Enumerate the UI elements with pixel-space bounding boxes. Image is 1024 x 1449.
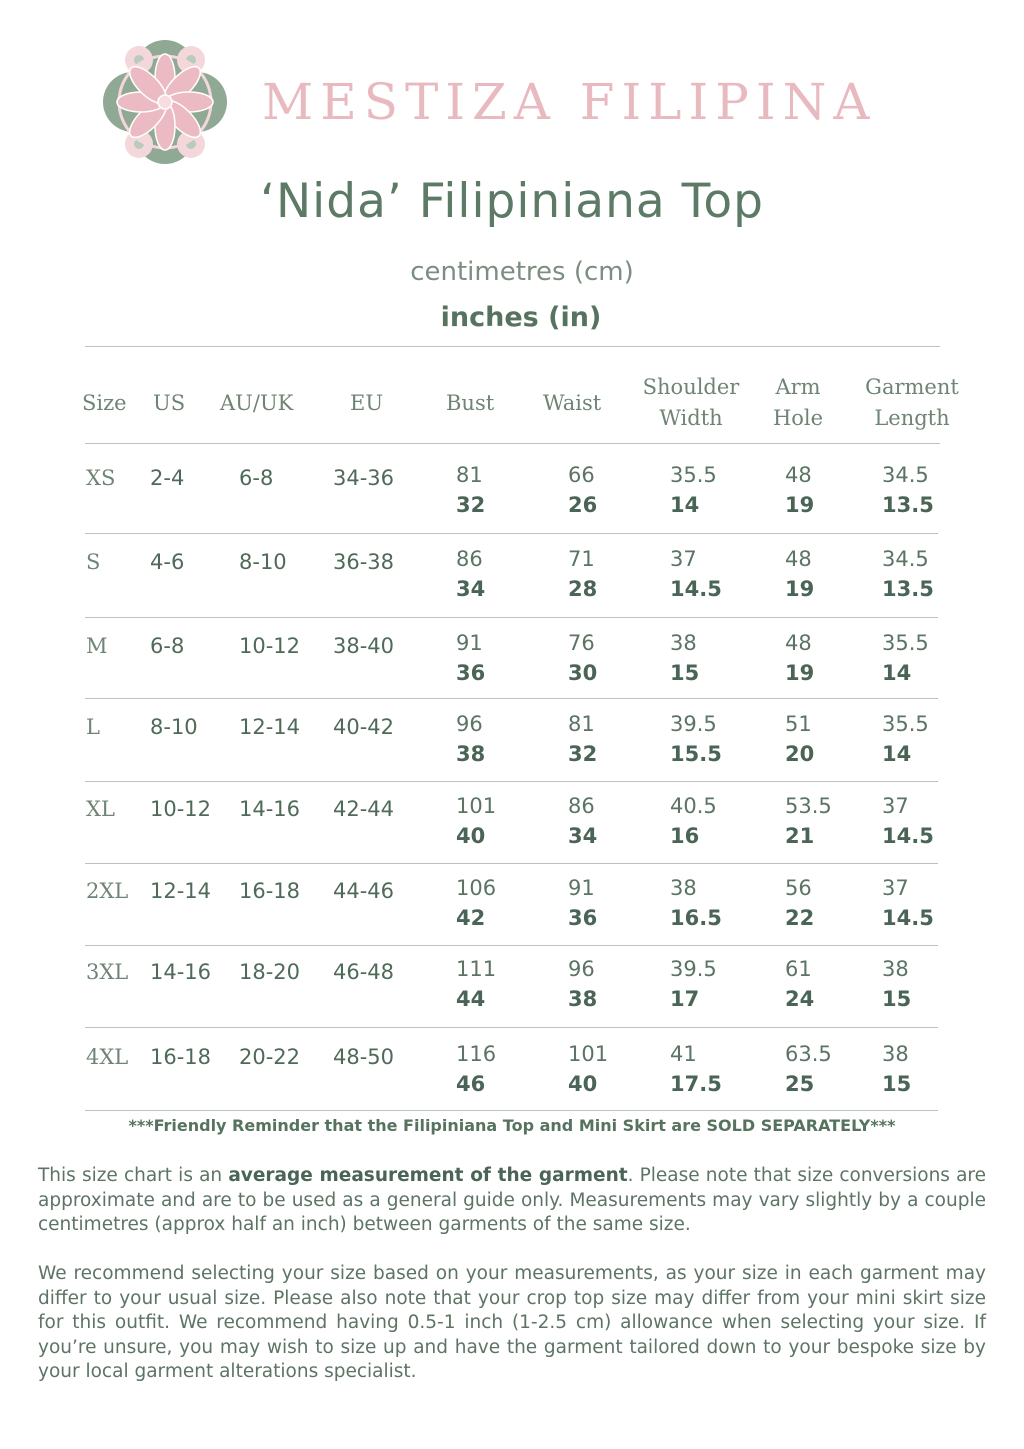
- bust-cell: [456, 628, 485, 688]
- size-cell: XS: [86, 466, 116, 490]
- shoulder-cell: [670, 628, 699, 688]
- arm-cm-value: 48: [785, 631, 812, 655]
- auuk-cell: 20-22: [239, 1045, 301, 1069]
- arm-cell: [785, 791, 832, 851]
- size-cell: L: [86, 715, 100, 739]
- length-cm-value: 35.5: [882, 712, 929, 736]
- shoulder-in-value: 15.5: [670, 742, 722, 766]
- waist-in-value: 26: [568, 493, 598, 517]
- header-waist: Waist: [543, 391, 602, 415]
- bust-cm-value: 116: [456, 1042, 497, 1066]
- eu-cell: 42-44: [333, 797, 395, 821]
- waist-cm-value: 71: [568, 547, 595, 571]
- note-paragraph-1: [38, 1164, 986, 1238]
- bust-in-value: 44: [456, 987, 486, 1011]
- us-cell: 6-8: [150, 634, 185, 658]
- length-in-value: 15: [882, 1072, 912, 1096]
- eu-cell: 34-36: [333, 466, 395, 490]
- length-cell: [882, 791, 934, 851]
- length-in-value: 14: [882, 661, 912, 685]
- bust-cell: [456, 544, 485, 604]
- length-cm-value: 37: [882, 794, 909, 818]
- auuk-cell: 6-8: [239, 466, 274, 490]
- size-cell: M: [86, 634, 108, 658]
- bust-cell: [456, 791, 496, 851]
- bust-cm-value: 101: [456, 794, 497, 818]
- header-auuk: AU/UK: [220, 391, 294, 415]
- bust-in-value: 46: [456, 1072, 486, 1096]
- arm-cm-value: 56: [785, 876, 812, 900]
- length-in-value: 14: [882, 742, 912, 766]
- length-cm-value: 34.5: [882, 463, 929, 487]
- arm-in-value: 20: [785, 742, 815, 766]
- bust-cm-value: 106: [456, 876, 497, 900]
- waist-in-value: 34: [568, 824, 598, 848]
- auuk-cell: 10-12: [239, 634, 301, 658]
- unit-in-label: inches (in): [440, 302, 602, 333]
- brand-name: MESTIZA FILIPINA: [262, 73, 877, 131]
- waist-cell: [568, 460, 597, 520]
- shoulder-cm-value: 38: [670, 631, 697, 655]
- header-arm-hole: [762, 372, 834, 434]
- waist-cm-value: 66: [568, 463, 595, 487]
- row-divider: [85, 781, 938, 782]
- header-us: US: [153, 391, 186, 415]
- length-cell: [882, 1039, 911, 1099]
- bust-cm-value: 81: [456, 463, 483, 487]
- shoulder-cm-value: 41: [670, 1042, 697, 1066]
- length-cm-value: 35.5: [882, 631, 929, 655]
- row-divider: [85, 1027, 938, 1028]
- shoulder-cm-value: 38: [670, 876, 697, 900]
- us-cell: 8-10: [150, 715, 198, 739]
- size-cell: S: [86, 550, 101, 574]
- header-shoulder-line2: Width: [659, 406, 723, 430]
- arm-cell: [785, 460, 814, 520]
- arm-in-value: 22: [785, 906, 815, 930]
- row-divider: [85, 533, 938, 534]
- arm-cell: [785, 954, 814, 1014]
- waist-cm-value: 101: [568, 1042, 609, 1066]
- arm-in-value: 19: [785, 493, 815, 517]
- waist-in-value: 38: [568, 987, 598, 1011]
- header-size: Size: [82, 391, 127, 415]
- bust-cell: [456, 954, 496, 1014]
- shoulder-cell: [670, 791, 717, 851]
- header-eu: EU: [350, 391, 384, 415]
- waist-cm-value: 76: [568, 631, 595, 655]
- waist-cell: [568, 544, 597, 604]
- header-shoulder-width: [630, 372, 752, 434]
- arm-in-value: 21: [785, 824, 815, 848]
- shoulder-in-value: 16: [670, 824, 700, 848]
- row-divider: [85, 617, 938, 618]
- waist-in-value: 36: [568, 906, 598, 930]
- us-cell: 10-12: [150, 797, 212, 821]
- length-in-value: 13.5: [882, 577, 934, 601]
- shoulder-in-value: 17: [670, 987, 700, 1011]
- shoulder-in-value: 14: [670, 493, 700, 517]
- arm-in-value: 19: [785, 661, 815, 685]
- bust-cell: [456, 1039, 496, 1099]
- shoulder-cell: [670, 873, 722, 933]
- arm-cm-value: 63.5: [785, 1042, 832, 1066]
- us-cell: 14-16: [150, 960, 212, 984]
- waist-in-value: 28: [568, 577, 598, 601]
- length-cell: [882, 954, 911, 1014]
- us-cell: 16-18: [150, 1045, 212, 1069]
- note-1-text-a: This size chart is an: [38, 1165, 229, 1186]
- flower-mandala-icon: [103, 40, 227, 164]
- note-1-emphasis: average measurement of the garment: [228, 1165, 628, 1186]
- note-paragraph-2: We recommend selecting your size based on your measurements, as your size in each garment may differ to your usual size. Please also note that your crop top size may differ from your mini skirt size for this outfit. We recommend having 0.5-1 inch (1-2.5 cm) allowance when selecting your size. If you’re unsure, you may wish to size up and have the garment tailored down to your bespoke size by your local garment alterations specialist.: [38, 1263, 986, 1382]
- header-arm-line2: Hole: [772, 406, 824, 430]
- arm-cm-value: 51: [785, 712, 812, 736]
- length-in-value: 14.5: [882, 906, 934, 930]
- size-cell: 2XL: [86, 879, 129, 903]
- eu-cell: 40-42: [333, 715, 395, 739]
- eu-cell: 36-38: [333, 550, 395, 574]
- shoulder-cm-value: 37: [670, 547, 697, 571]
- bust-in-value: 34: [456, 577, 486, 601]
- bust-in-value: 42: [456, 906, 486, 930]
- waist-cell: [568, 954, 597, 1014]
- arm-cell: [785, 628, 814, 688]
- bust-cell: [456, 460, 485, 520]
- arm-in-value: 19: [785, 577, 815, 601]
- shoulder-cm-value: 39.5: [670, 957, 717, 981]
- waist-cm-value: 96: [568, 957, 595, 981]
- length-cm-value: 37: [882, 876, 909, 900]
- length-in-value: 15: [882, 987, 912, 1011]
- unit-cm-label: centimetres (cm): [410, 257, 634, 287]
- eu-cell: 44-46: [333, 879, 395, 903]
- waist-in-value: 32: [568, 742, 598, 766]
- divider: [85, 346, 940, 347]
- table-divider: [85, 443, 940, 444]
- auuk-cell: 14-16: [239, 797, 301, 821]
- waist-cm-value: 81: [568, 712, 595, 736]
- bust-in-value: 36: [456, 661, 486, 685]
- bust-in-value: 40: [456, 824, 486, 848]
- bust-cm-value: 91: [456, 631, 483, 655]
- note-1-text-b: . Please note that size conversions are approximate and are to be used as a general guide only. Measurements may vary slightly by a couple centimetres (approx half an inch) between garments of the same size.: [38, 1165, 987, 1235]
- row-divider: [85, 1110, 938, 1111]
- length-cm-value: 38: [882, 1042, 909, 1066]
- arm-in-value: 25: [785, 1072, 815, 1096]
- size-cell: 3XL: [86, 960, 129, 984]
- row-divider: [85, 698, 938, 699]
- waist-cell: [568, 873, 597, 933]
- waist-cell: [568, 791, 597, 851]
- bust-cell: [456, 709, 485, 769]
- shoulder-cell: [670, 954, 717, 1014]
- bust-cell: [456, 873, 496, 933]
- us-cell: 12-14: [150, 879, 212, 903]
- header-shoulder-line1: Shoulder: [642, 375, 740, 399]
- waist-in-value: 30: [568, 661, 598, 685]
- bust-cm-value: 111: [456, 957, 497, 981]
- header-bust: Bust: [446, 391, 495, 415]
- auuk-cell: 12-14: [239, 715, 301, 739]
- row-divider: [85, 945, 938, 946]
- shoulder-in-value: 17.5: [670, 1072, 722, 1096]
- auuk-cell: 18-20: [239, 960, 301, 984]
- shoulder-in-value: 15: [670, 661, 700, 685]
- bust-in-value: 38: [456, 742, 486, 766]
- length-cell: [882, 628, 929, 688]
- row-divider: [85, 863, 938, 864]
- header-length-line2: Length: [874, 406, 950, 430]
- arm-cm-value: 48: [785, 547, 812, 571]
- auuk-cell: 8-10: [239, 550, 287, 574]
- eu-cell: 46-48: [333, 960, 395, 984]
- us-cell: 4-6: [150, 550, 185, 574]
- auuk-cell: 16-18: [239, 879, 301, 903]
- bust-in-value: 32: [456, 493, 486, 517]
- size-cell: 4XL: [86, 1045, 129, 1069]
- us-cell: 2-4: [150, 466, 185, 490]
- shoulder-cell: [670, 460, 717, 520]
- eu-cell: 38-40: [333, 634, 395, 658]
- waist-cell: [568, 1039, 608, 1099]
- waist-in-value: 40: [568, 1072, 598, 1096]
- length-cm-value: 38: [882, 957, 909, 981]
- waist-cell: [568, 709, 597, 769]
- arm-cm-value: 61: [785, 957, 812, 981]
- length-cell: [882, 709, 929, 769]
- length-cell: [882, 873, 934, 933]
- shoulder-cell: [670, 709, 722, 769]
- page-title: ‘Nida’ Filipiniana Top: [260, 174, 764, 229]
- shoulder-cell: [670, 1039, 722, 1099]
- shoulder-cm-value: 40.5: [670, 794, 717, 818]
- waist-cell: [568, 628, 597, 688]
- waist-cm-value: 91: [568, 876, 595, 900]
- length-cell: [882, 460, 934, 520]
- length-cm-value: 34.5: [882, 547, 929, 571]
- header-length-line1: Garment: [865, 375, 959, 399]
- arm-cell: [785, 873, 814, 933]
- waist-cm-value: 86: [568, 794, 595, 818]
- arm-cell: [785, 709, 814, 769]
- arm-cm-value: 53.5: [785, 794, 832, 818]
- arm-cell: [785, 1039, 832, 1099]
- shoulder-in-value: 16.5: [670, 906, 722, 930]
- shoulder-cm-value: 39.5: [670, 712, 717, 736]
- length-in-value: 13.5: [882, 493, 934, 517]
- size-cell: XL: [86, 797, 115, 821]
- bust-cm-value: 86: [456, 547, 483, 571]
- arm-in-value: 24: [785, 987, 815, 1011]
- header-arm-line1: Arm: [775, 375, 821, 399]
- eu-cell: 48-50: [333, 1045, 395, 1069]
- arm-cell: [785, 544, 814, 604]
- shoulder-cm-value: 35.5: [670, 463, 717, 487]
- shoulder-cell: [670, 544, 722, 604]
- arm-cm-value: 48: [785, 463, 812, 487]
- shoulder-in-value: 14.5: [670, 577, 722, 601]
- reminder-note: ***Friendly Reminder that the Filipiniana Top and Mini Skirt are SOLD SEPARATELY***: [128, 1116, 896, 1135]
- header-garment-length: [852, 372, 972, 434]
- bust-cm-value: 96: [456, 712, 483, 736]
- length-cell: [882, 544, 934, 604]
- length-in-value: 14.5: [882, 824, 934, 848]
